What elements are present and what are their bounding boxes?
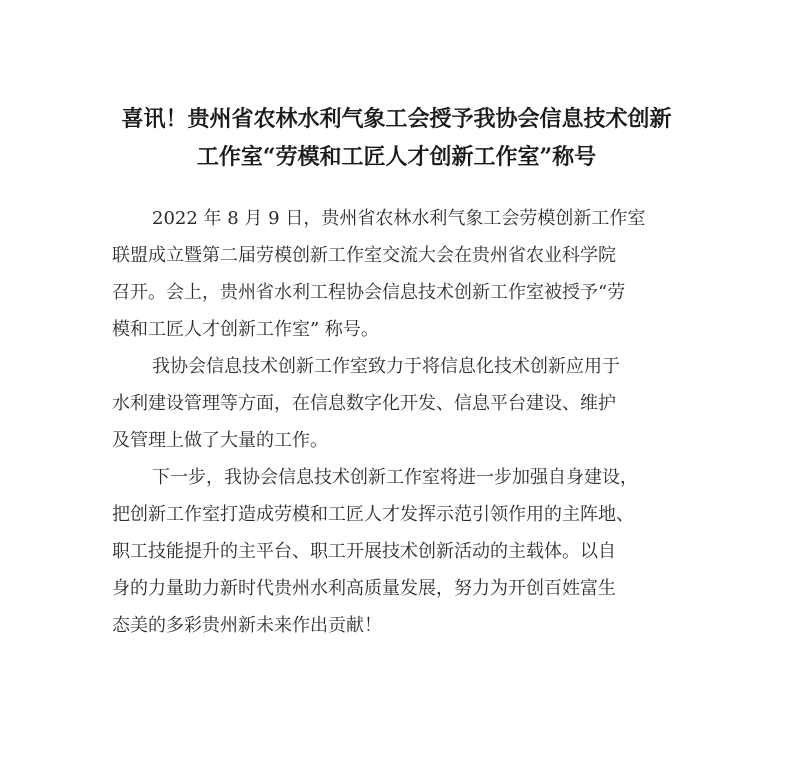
paragraph-line: 及管理上做了大量的工作。 [112, 430, 328, 451]
paragraph-line: 下一步，我协会信息技术创新工作室将进一步加强自身建设， [152, 467, 638, 488]
paragraph-line: 召开。会上，贵州省水利工程协会信息技术创新工作室被授予“劳 [112, 282, 626, 303]
paragraph-3 [112, 459, 686, 644]
paragraph-2 [112, 348, 686, 459]
paragraph-1 [112, 200, 686, 348]
paragraph-line: 把创新工作室打造成劳模和工匠人才发挥示范引领作用的主阵地、 [112, 504, 634, 525]
paragraph-line: 水利建设管理等方面，在信息数字化开发、信息平台建设、维护 [112, 393, 616, 414]
article-body [112, 200, 686, 644]
paragraph-line: 态美的多彩贵州新未来作出贡献！ [112, 615, 382, 636]
paragraph-line: 模和工匠人才创新工作室” 称号。 [112, 319, 379, 340]
title-line-2: 工作室“劳模和工匠人才创新工作室”称号 [196, 144, 597, 170]
paragraph-line: 身的力量助力新时代贵州水利高质量发展，努力为开创百姓富生 [112, 578, 616, 599]
title-line-1: 喜讯！贵州省农林水利气象工会授予我协会信息技术创新 [121, 106, 672, 132]
paragraph-line: 联盟成立暨第二届劳模创新工作室交流大会在贵州省农业科学院 [112, 245, 616, 266]
paragraph-line: 职工技能提升的主平台、职工开展技术创新活动的主载体。以自 [112, 541, 616, 562]
paragraph-line: 我协会信息技术创新工作室致力于将信息化技术创新应用于 [152, 356, 620, 377]
article-title [100, 100, 693, 176]
paragraph-line: 2022 年 8 月 9 日，贵州省农林水利气象工会劳模创新工作室 [152, 208, 646, 229]
